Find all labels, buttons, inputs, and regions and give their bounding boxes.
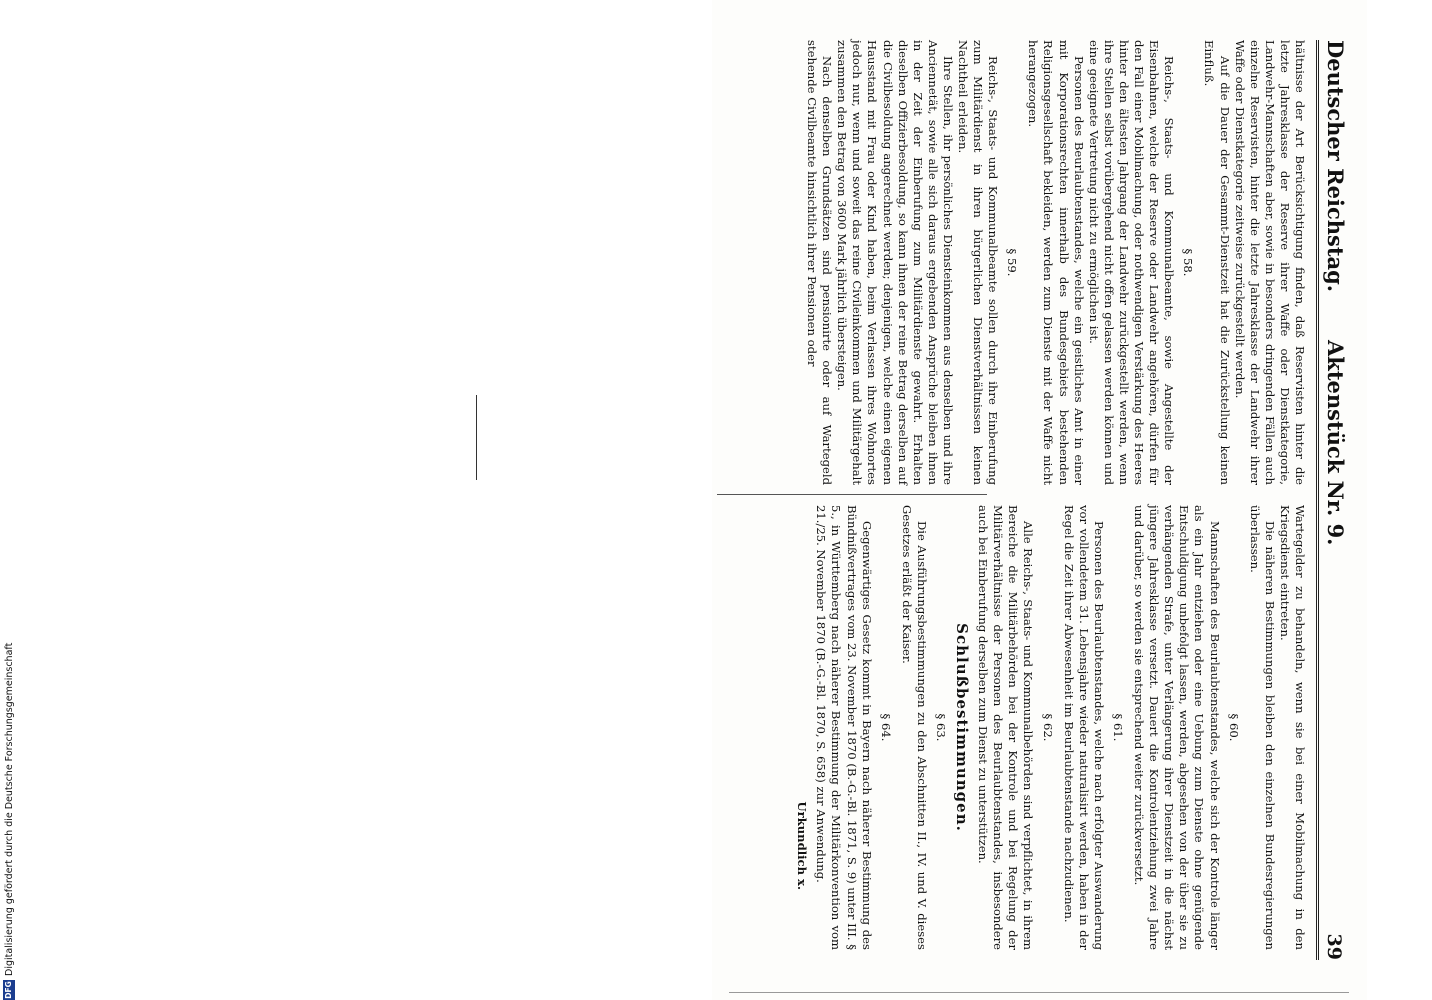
digitization-credit <box>2 600 16 1000</box>
paragraph: Die näheren Bestimmungen bleiben den einzelnen Bundesregierungen überlassen. <box>1247 505 1277 950</box>
dfg-logo: DFG <box>4 981 13 999</box>
page-header <box>1316 40 1349 960</box>
credit-text: Digitalisierung gefördert durch die Deutsche Forschungsgemeinschaft <box>3 642 15 976</box>
section-number: § 60. <box>1226 713 1241 742</box>
section-number: § 63. <box>934 713 949 742</box>
paragraph: Alle Reichs-, Staats- und Kommunalbehörden sind verpflichtet, in ihrem Bereiche die Militärbehörden bei der Kontrole und bei Regelung der Militärverhältnisse der Personen des Beurlaubtenstandes, insbesondere auch bei Einberufung derselben zum Dienst zu unterstützen. <box>976 505 1036 950</box>
paragraph: Ihre Stellen, ihr persönliches Diensteinkommen aus denselben und ihre Anciennetät, sowie alle sich daraus ergebenden Ansprüche bleiben ihnen in der Zeit der Einberufung zum Militärdienste gewahrt. Erhalten dieselben Offizierbesoldung, so kann ihnen der reine Betrag derselben auf die Civilbesoldung angerechnet werden; denjenigen, welche einen eigenen Hausstand mit Frau oder Kind haben, beim Verlassen ihres Wohnortes jedoch nur, wenn und soweit das reine Civileinkommen und Militärgehalt zusammen den Betrag von 3600 Mark jährlich übersteigen. <box>835 40 955 485</box>
publication-title: Deutscher Reichstag. <box>1323 40 1348 293</box>
section-number: § 62. <box>1040 713 1055 742</box>
paragraph: Gegenwärtiges Gesetz kommt in Bayern nach näherer Bestimmung des Bündnißvertrages vom 23. November 1870 (B.-G.-Bl. 1871, S. 9) unter III. § 5., in Württemberg nach näherer Bestimmung der Militärkonvention vom 21./25. November 1870 (B.-G.-Bl. 1870, S. 658) zur Anwendung. <box>814 505 874 950</box>
paragraph: Auf die Dauer der Gesammt-Dienstzeit hat die Zurückstellung keinen Einfluß. <box>1202 40 1232 485</box>
paragraph: Reichs-, Staats- und Kommunalbeamte sollen durch ihre Einberufung zum Militärdienst in ihren bürgerlichen Dienstverhältnissen keinen Nachtheil erleiden. <box>956 40 1001 485</box>
paragraph: Nach denselben Grundsätzen sind pensionirte oder auf Wartegeld stehende Civilbeamte hinsichtlich ihrer Pensionen oder <box>805 40 835 485</box>
section-number: § 64. <box>878 713 893 742</box>
paragraph: Personen des Beurlaubtenstandes, welche ein geistliches Amt in einer mit Korporationsrechten innerhalb des Bundesgebiets bestehenden Religionsgesellschaft bekleiden, werden zum Dienste mit der Waffe nicht herangezogen. <box>1026 40 1086 485</box>
section-number: § 59. <box>1005 248 1020 277</box>
scan-artifact-line <box>476 395 477 480</box>
right-column <box>794 505 1307 950</box>
paragraph: hältnisse der Art Berücksichtigung finden, daß Reservisten hinter die letzte Jahresklasse der Reserve ihrer Waffe oder Dienstkategorie, Landwehr-Mannschaften aber, sowie in besonders dringenden Fällen auch einzelne Reservisten, hinter die letzte Jahresklasse der Landwehr ihrer Waffe oder Dienstkategorie zeitweise zurückgestellt werden. <box>1232 40 1307 485</box>
paragraph: Wartegelder zu behandeln, wenn sie bei einer Mobilmachung in den Kriegsdienst eintreten. <box>1277 505 1307 950</box>
paragraph: Reichs-, Staats- und Kommunalbeamte, sowie Angestellte der Eisenbahnen, welche der Reserve oder Landwehr angehören, dürfen für den Fall einer Mobilmachung, oder nothwendigen Verstärkung des Heeres hinter den ältesten Jahrgang der Landwehr zurückgestellt werden, wenn ihre Stellen selbst vorübergehend nicht offen gelassen werden können und eine geeignete Vertretung nicht zu ermöglichen ist. <box>1086 40 1177 485</box>
column-divider <box>717 494 987 495</box>
section-number: § 58. <box>1181 248 1196 277</box>
page-edge-line <box>729 992 1349 993</box>
paragraph: Personen des Beurlaubtenstandes, welche nach erfolgter Auswanderung vor vollendetem 31. Lebensjahre wieder naturalisirt werden, haben in der Regel die Zeit ihrer Abwesenheit im Beurlaubtenstande nachzudienen. <box>1061 505 1106 950</box>
paragraph: Die Ausführungsbestimmungen zu den Abschnitten II., IV. und V. dieses Gesetzes erläßt der Kaiser. <box>899 505 929 950</box>
scanned-page <box>712 0 1367 1000</box>
signature-line: Urkundlich x. <box>795 801 810 890</box>
document-number: Aktenstück Nr. 9. <box>1323 340 1348 546</box>
left-column <box>804 40 1307 485</box>
paragraph: Mannschaften des Beurlaubtenstandes, welche sich der Kontrole länger als ein Jahr entziehen oder eine Uebung zum Dienste ohne genügende Entschuldigung unbefolgt lassen, werden, abgesehen von der über sie zu verhängenden Strafe, unter Verlängerung ihrer Dienstzeit in die nächst jüngere Jahresklasse versetzt. Dauert die Kontrolentziehung zwei Jahre und darüber, so werden sie entsprechend weiter zurückversetzt. <box>1132 505 1222 950</box>
section-number: § 61. <box>1110 713 1125 742</box>
section-heading: Schlußbestimmungen. <box>953 623 972 832</box>
page-number: 39 <box>1323 933 1345 960</box>
